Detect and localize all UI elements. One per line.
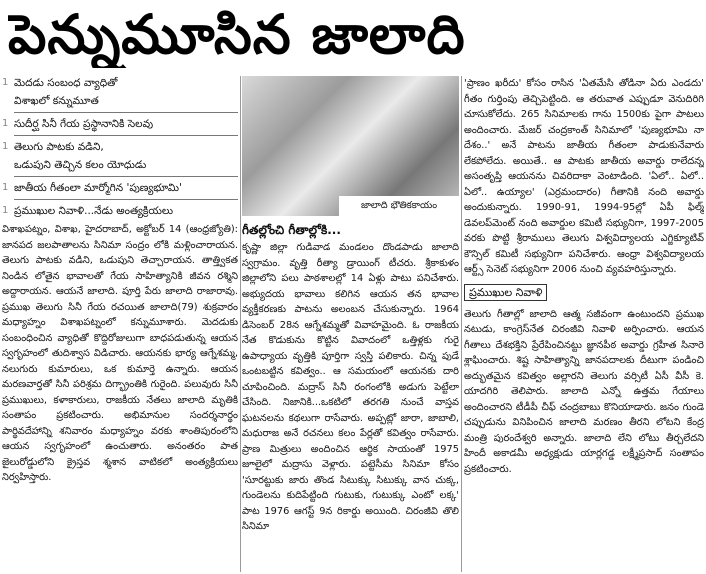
bullet-number: 1 [2, 205, 9, 216]
bullet-item [2, 158, 238, 172]
column-rule [461, 76, 462, 572]
bullet-number: 1 [2, 182, 9, 193]
bullet-divider [14, 135, 238, 136]
bullet-item [2, 181, 238, 195]
bullet-text: మెదడు సంబంధ వ్యాధితో [14, 77, 118, 89]
right-column [464, 76, 704, 572]
left-column [2, 76, 238, 572]
bullet-item [2, 117, 238, 131]
right-body-text: 'ప్రాణం ఖరీదు' కోసం రాసిన 'ఏతమేసి తోడినా ఏరు ఎండదు' గీతం గుర్తింపు తెచ్చిపెట్టింది. ఆ తరువాత ఎప్పుడూ వెనుదిరిగి చూసుకోలేదు. 265 సినిమాలకు గాను 1500కు పైగా పాటలు అందించారు. మేజర్ చంద్రకాంత్ సినిమాలో 'పుణ్యభూమి నా దేశం..' అనే పాటను జాతీయ గీతంలా పాడుకునేవారు లేకపోలేదు. అయితే.. ఆ పాటకు జాతీయ అవార్డు రాలేదన్న అసంతృప్తి ఆయనను చివరిదాకా వెంటాడింది. 'ఏలో.. ఏలో.. ఏలో.. ఉయ్యాల' (ఎర్రమందారం) గీతానికి నంది అవార్డు అందుకున్నారు. 1990-91, 1994-95ల్లో ఏపీ ఫిల్మ్ డెవలప్‌మెంట్ నంది అవార్డుల కమిటీ సభ్యునిగా, 1997-2005 వరకు పొట్టి శ్రీరాములు తెలుగు విశ్వవిద్యాలయ ఎగ్జిక్యూటివ్ కౌన్సిల్ కమిటీ సభ్యునిగా పనిచేశారు. ఆంధ్రా విశ్వవిద్యాలయ ఆర్ట్స్ సెనెట్ సభ్యునిగా 2006 నుంచి వ్యవహరిస్తున్నారు. [464, 78, 704, 275]
bullet-text: విశాఖలో కన్నుమూత [14, 95, 99, 107]
tributes-body-text: తెలుగు గీతాల్లో జాలాది ఆత్మ సజీవంగా ఉంటుందని ప్రముఖ నటుడు, కాంగ్రెస్‌నేత చిరంజీవి నివాళి అర్పించారు. ఆయన గీతాలు దేశభక్తిని ప్రేరేపించినట్టు జ్ఞానపీఠ అవార్డు గ్రహీత సినారె శ్లాఘించారు. శిష్ట సాహిత్యాన్ని జానపదాలకు దీటుగా పండించి అద్భుతమైన కవిత్వం అల్లారని తెలుగు వర్సిటీ ఏసీ వీసీ కె. యాదగిరి తెలిపారు. జాలాది ఎన్నో ఉత్తమ గేయాలు అందించారని టీడీపీ చీఫ్ చంద్రబాబు కొనియాడారు. జనం గుండె చప్పుడును వినిపించిన జాలాది మరణం తీరని లోటని కేంద్ర మంత్రి పురందేశ్వరి అన్నారు. జాలాది లేని లోటు తీర్చలేదని హిందీ అకాడమీ అధ్యక్షుడు యార్లగడ్డ లక్ష్మీప్రసాద్ సంతాపం ప్రకటించారు. [464, 308, 704, 475]
bullet-text: ప్రముఖుల నివాళి...నేడు అంత్యక్రియలు [14, 205, 173, 217]
bullet-divider [14, 112, 238, 113]
bullet-number: 1 [2, 77, 9, 88]
bullet-item [2, 140, 238, 154]
bullet-number: 1 [2, 118, 9, 129]
bullet-item [2, 94, 238, 108]
article-headline: పెన్నుమూసిన జాలాది [8, 3, 466, 66]
bullet-item [2, 76, 238, 90]
bullet-divider [14, 176, 238, 177]
news-photo [242, 76, 459, 216]
tributes-subheading: ప్రముఖుల నివాళి [464, 284, 547, 301]
middle-body-text: కృష్ణా జిల్లా గుడివాడ మండలం దొండపాడు జాలాది స్వగ్రామం. వృత్తి రీత్యా డ్రాయింగ్ టీచరు. శ్రీకాకుళం జిల్లాలోని పలు పాఠశాలల్లో 14 ఏళ్లు పాటు పనిచేశారు. అభ్యుదయ భావాలు కలిగిన ఆయన తన భావాల వ్యక్తీకరణకు పాటను అలంబన చేసుకున్నారు. 1964 డిసెంబర్ 28న ఆగ్నేశమ్మతో వివాహమైంది. ఓ రాజకీయ నేత కొడుకును కొట్టిన వివాదంలో ఒత్తిళ్లకు గురై ఉపాధ్యాయ వృత్తికి పూర్తిగా స్వస్తి పలికారు. చిన్న పుడే ఒంటబట్టిన కవిత్వం.. ఆ సమయంలో ఆయనకు దారి చూపించింది. మద్రాస్ సినీ రంగంలోకి అడుగు పెట్టేలా చేసింది. నిజానికి...ఒకటిలో తరగతి నుంచే వాస్తవ ఘటనలను కథలుగా రాసేవారు. అప్పట్లో జారా, జాబాలి, మధురాజ అనే రచనలు కలం పేర్లతో కవిత్వం రాసేవారు. ప్రాణ మిత్రులు అందించిన ఆర్థిక సాయంతో 1975 జూలైలో మద్రాసు వెళ్లారు. పట్టెసీమ సినిమా కోసం 'సూరట్టుకు జారు తొండ సిటుక్కు సిటుక్కు వాన చుక్క, గుండెలను కుదిపేట్టింది గుటుకు, గుటుక్కు ఎంటో లక్క' పాట 1976 ఆగస్ట్ 9న రికార్డు అయింది. చిరంజీవి తొలి సినిమా [242, 242, 459, 532]
column-rule [240, 76, 241, 572]
bullet-item [2, 204, 238, 218]
mid-subheading: గీతల్లోంచి గీతాల్లోకి... [242, 223, 341, 237]
bullet-text: తెలుగు పాటకు వడిని, [14, 141, 104, 153]
bullet-divider [14, 199, 238, 200]
bullet-text: సుదీర్ఘ సినీ గేయ ప్రస్థానానికి సెలవు [14, 118, 154, 130]
bullet-text: ఒడుపుని తెచ్చిన కలం యోధుడు [14, 159, 147, 171]
bullet-number: 1 [2, 141, 9, 152]
bullet-text: జాతీయ గీతంలా మార్మోగిన 'పుణ్యభూమి' [14, 182, 182, 194]
left-body-text: విశాఖపట్నం, విశాఖ, హైదరాబాద్, అక్టోబర్ 14 (ఆంధ్రజ్యోతి): జానపద జలపాతాలను సినిమా సంద్రం లోకి మళ్లించారాయన. తెలుగు పాటకు వడిని, ఒడుపుని తెచ్చారాయన. తాత్త్వికత నిండిన లోతైన భావాలతో గేయ సాహిత్యానికి జీవన రశ్మిని అద్దారాయన. ఆయనే జాలాది. పూర్తి పేరు జాలాది రాజారావు. ప్రముఖ తెలుగు సినీ గేయ రచయిత జాలాది(79) శుక్రవారం మధ్యాహ్నం విశాఖపట్నంలో కన్నుమూశారు. మెదడుకు సంబంధించిన వ్యాధితో కొద్దిరోజులుగా బాధపడుతున్న ఆయన స్వగృహంలో తుదిశ్వాస విడిచారు. ఆయనకు భార్య ఆగ్నేశమ్మ, నలుగురు కుమారులు, ఒక కుమార్తె ఉన్నారు. ఆయన మరణవార్తతో సినీ పరిశ్రమ దిగ్భ్రాంతికి గురైంది. పలువురు సినీ ప్రముఖులు, కళాకారులు, రాజకీయ నేతలు జాలాది మృతికి సంతాపం ప్రకటించారు. అభిమానుల సందర్శనార్థం పార్థివదేహాన్ని శనివారం మధ్యాహ్నం వరకు శాంతిపురంలోని ఆయన స్వగృహంలో ఉంచుతారు. అనంతరం పాత జైలురోడ్డులోని క్రైస్తవ శ్మశాన వాటికలో అంత్యక్రియలు నిర్వహిస్తారు. [2, 224, 238, 483]
photo-caption: జాలాది భౌతికకాయం [339, 196, 459, 216]
